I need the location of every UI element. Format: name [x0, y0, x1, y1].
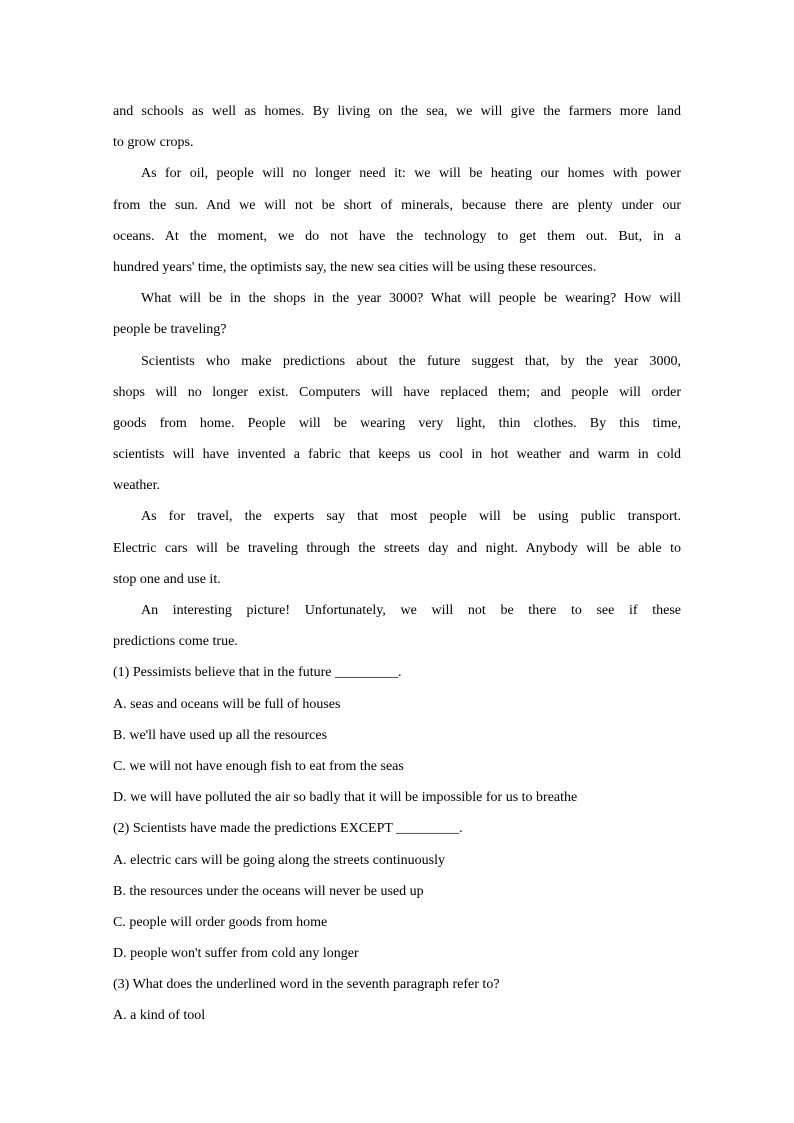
paragraph-first-line: An interesting picture! Unfortunately, we will not be there to see if these — [141, 603, 681, 618]
answer-option: D. we will have polluted the air so badly that it will be impossible for us to breathe — [113, 790, 578, 806]
text-body — [113, 96, 681, 1032]
text-line: stop one and use it. — [113, 571, 221, 587]
answer-option: A. electric cars will be going along the streets continuously — [113, 852, 446, 868]
paragraph-first-line: What will be in the shops in the year 3000? What will people be wearing? How will — [141, 291, 681, 307]
text-line: to grow crops. — [113, 135, 194, 151]
text-line: hundred years' time, the optimists say, the new sea cities will be using these resources. — [113, 259, 597, 275]
answer-option: C. we will not have enough fish to eat from the seas — [113, 758, 404, 774]
text-line: people be traveling? — [113, 322, 227, 338]
text-line: shops will no longer exist. Computers will have replaced them; and people will order — [113, 384, 681, 400]
text-line: goods from home. People will be wearing very light, thin clothes. By this time, — [113, 415, 681, 431]
paragraph-first-line: Scientists who make predictions about the future suggest that, by the year 3000, — [141, 353, 681, 369]
answer-option: A. a kind of tool — [113, 1008, 206, 1024]
text-line: oceans. At the moment, we do not have the technology to get them out. But, in a — [113, 228, 681, 244]
answer-option: D. people won't suffer from cold any longer — [113, 946, 359, 962]
text-line: from the sun. And we will not be short of minerals, because there are plenty under our — [113, 197, 681, 213]
text-line: and schools as well as homes. By living on the sea, we will give the farmers more land — [113, 104, 681, 119]
text-line: Electric cars will be traveling through the streets day and night. Anybody will be able to — [113, 540, 681, 556]
question-stem: (2) Scientists have made the predictions EXCEPT _________. — [113, 821, 463, 837]
question-stem: (1) Pessimists believe that in the future _________. — [113, 665, 402, 681]
text-line: weather. — [113, 478, 161, 494]
answer-option: B. the resources under the oceans will never be used up — [113, 883, 424, 899]
answer-option: A. seas and oceans will be full of houses — [113, 696, 341, 712]
answer-option: B. we'll have used up all the resources — [113, 727, 328, 743]
text-line: predictions come true. — [113, 634, 238, 650]
paragraph-first-line: As for oil, people will no longer need it: we will be heating our homes with power — [141, 166, 681, 182]
document-page — [113, 96, 681, 1032]
question-stem: (3) What does the underlined word in the seventh paragraph refer to? — [113, 977, 500, 993]
paragraph-first-line: As for travel, the experts say that most people will be using public transport. — [141, 509, 681, 525]
text-line: scientists will have invented a fabric that keeps us cool in hot weather and warm in cold — [113, 447, 681, 463]
answer-option: C. people will order goods from home — [113, 914, 328, 930]
